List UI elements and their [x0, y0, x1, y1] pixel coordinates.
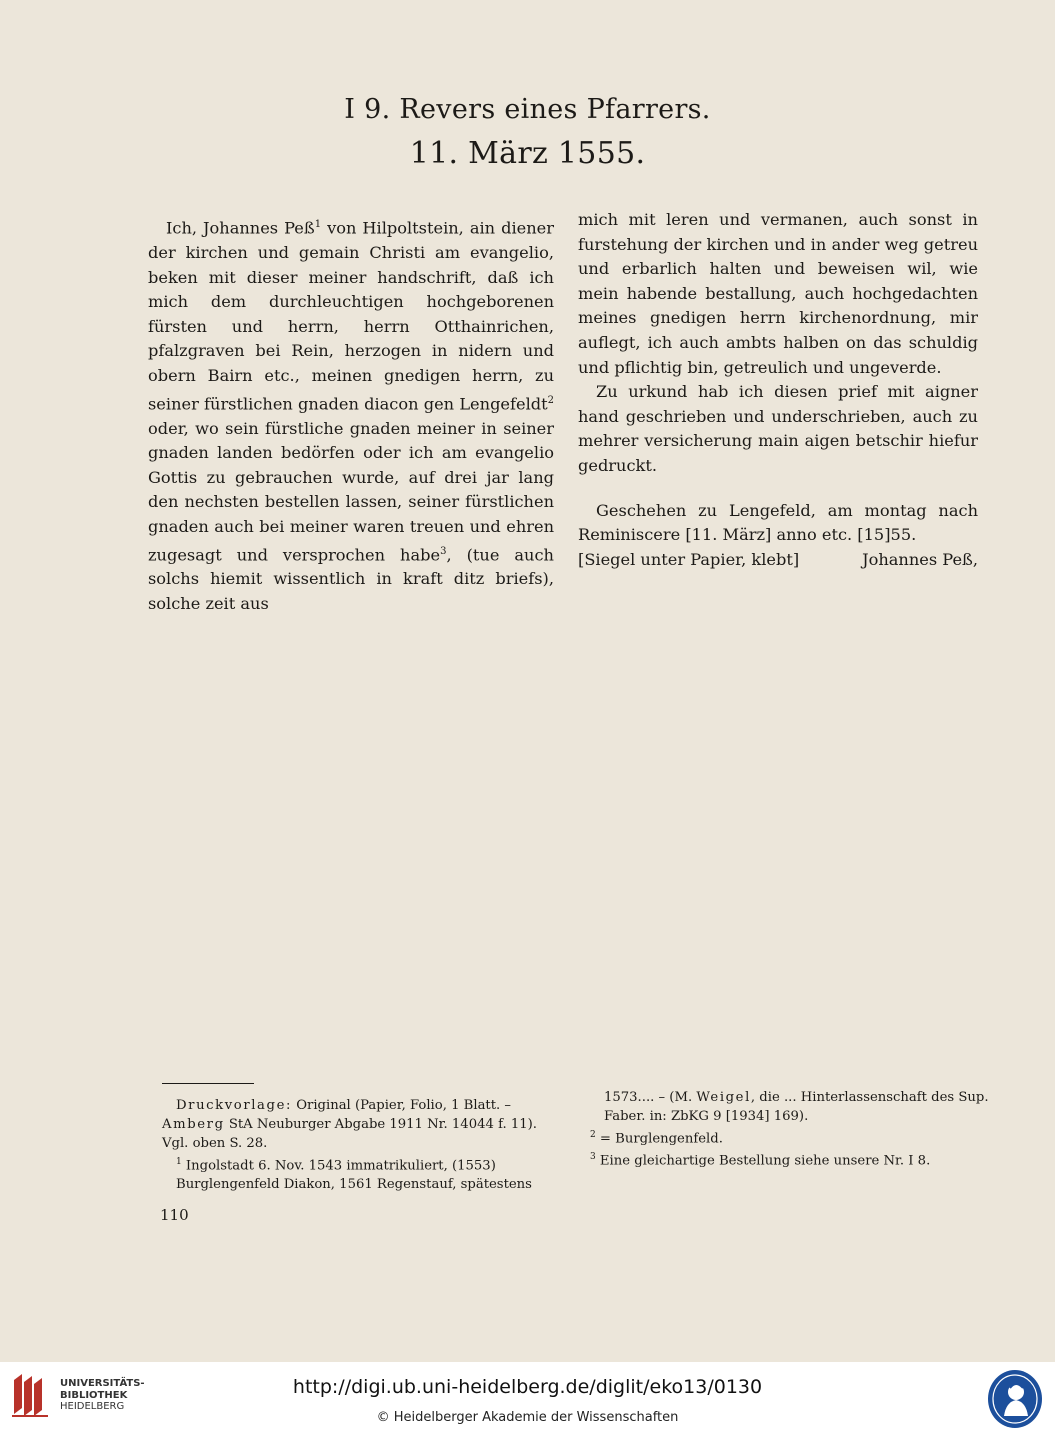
- text-run: Eine gleichartige Bestellung siehe unsere Nr. I 8.: [595, 1153, 931, 1169]
- footnote-1-continued: [590, 1088, 990, 1126]
- seal-line: [578, 548, 978, 573]
- left-paragraph: [148, 213, 554, 617]
- seal-icon: [986, 1368, 1044, 1430]
- right-paragraph-3: Geschehen zu Lengefeld, am montag nach Reminiscere [11. März] anno etc. [15]55.: [578, 500, 978, 545]
- text-run: , die ... Hinterlassenschaft des Sup. Faber. in: ZbKG 9 [1934] 169).: [604, 1090, 989, 1124]
- right-paragraph-2: Zu urkund hab ich diesen prief mit aigner hand geschrieben und underschrieben, auch zu mehrer versicherung main aigen betschir hiefur gedruckt.: [578, 382, 978, 475]
- text-run: StA Neuburger Abgabe 1911 Nr. 14044 f. 11).: [224, 1117, 537, 1132]
- document-title: I 9. Revers eines Pfarrers.: [344, 94, 711, 125]
- text-run: oder, wo sein fürstliche gnaden meiner in seiner gnaden landen bedörfen oder ich am evangelio Gottis zu gebrauchen wurde, auf drei jar lang den nechsten bestellen lassen, seiner fürstlichen gnaden auch bei meiner waren treuen und ehren zugesagt und versprochen habe: [148, 418, 554, 564]
- footnotes-right: [590, 1088, 990, 1171]
- source-note: [162, 1096, 562, 1153]
- text-run: 1573.... – (M.: [604, 1090, 697, 1105]
- page-number: 110: [160, 1206, 189, 1224]
- footnote-ref: 3: [440, 545, 447, 557]
- footnote-1: [162, 1153, 562, 1194]
- footnote-number: 3: [590, 1152, 596, 1163]
- text-run: Original (Papier, Folio, 1 Blatt. –: [292, 1098, 512, 1113]
- text-run: Druckvorlage:: [176, 1098, 293, 1113]
- footnote-number: 2: [590, 1130, 596, 1140]
- footnotes-left: [162, 1096, 562, 1194]
- library-name-line: HEIDELBERG: [60, 1401, 125, 1412]
- footnote-ref: 2: [547, 394, 554, 406]
- text-run: = Burglengenfeld.: [595, 1131, 723, 1147]
- url-link[interactable]: http://digi.ub.uni-heidelberg.de/diglit/eko13/0130: [292, 1376, 763, 1398]
- footnote-ref: 1: [314, 219, 322, 230]
- text-run: Ich, Johannes Peß: [166, 218, 315, 238]
- document-date: 11. März 1555.: [409, 136, 646, 171]
- text-run: Vgl. oben S. 28.: [162, 1136, 268, 1151]
- text-run: Amberg: [162, 1117, 225, 1132]
- seal-note: [Siegel unter Papier, klebt]: [578, 549, 800, 569]
- signature: Johannes Peß,: [862, 549, 978, 569]
- seal-logo: [986, 1368, 1044, 1430]
- right-column: [578, 208, 978, 572]
- text-run: , (tue auch solchs hiemit wissentlich in kraft ditz briefs), solche zeit aus: [148, 544, 554, 614]
- text-run: Ingolstadt 6. Nov. 1543 immatrikuliert, (1553) Burglengenfeld Diakon, 1561 Regenstauf, spätestens: [176, 1158, 532, 1193]
- footnote-3: [590, 1148, 990, 1170]
- viewer-footer: [0, 1362, 1055, 1438]
- library-name-line: UNIVERSITÄTS-: [60, 1378, 145, 1389]
- right-paragraph-1: mich mit leren und vermanen, auch sonst in furstehung der kirchen und in ander weg getreu und erbarlich halten und beweisen wil, wie mein habende bestallung, auch hochgedachten meines gnedigen herrn kirchenordnung, mir auflegt, ich auch ambts halben on das schuldig und pflichtig bin, getreulich und ungeverde.: [578, 210, 978, 377]
- footnote-rule: [162, 1083, 254, 1084]
- copyright-text: © Heidelberger Akademie der Wissenschaften: [376, 1410, 679, 1425]
- footnote-2: [590, 1126, 990, 1148]
- footnote-number: 1: [176, 1157, 182, 1167]
- text-run: Weigel: [696, 1090, 751, 1105]
- left-column: [148, 213, 554, 617]
- text-run: von Hilpoltstein, ain diener der kirchen und gemain Christi am evangelio, beken mit dieser meiner handschrift, daß ich mich dem durchleuchtigen hochgeborenen fürsten und herrn, herrn Otthainrichen, pfalzgraven bei Rein, herzogen in nidern und obern Bairn etc., meinen gnedigen herrn, zu seiner fürstlichen gnaden diacon gen Lengefeldt: [148, 218, 554, 413]
- library-name-line: BIBLIOTHEK: [60, 1389, 128, 1401]
